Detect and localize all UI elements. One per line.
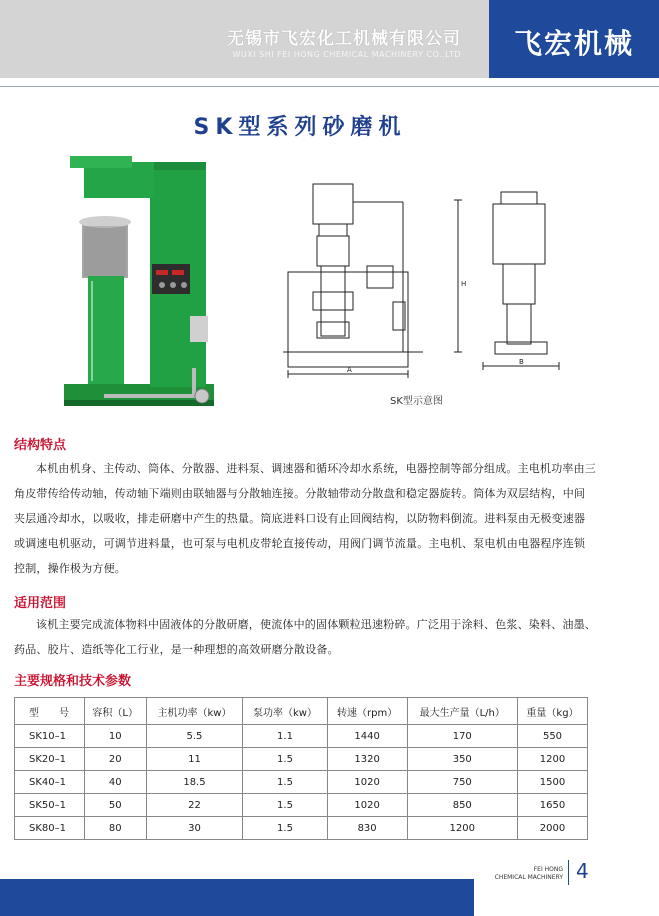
dim-a-label: A [347,366,352,374]
cell-max-output: 170 [407,725,517,748]
cell-volume: 80 [84,817,146,840]
footer-band [0,879,474,916]
cell-model: SK80–1 [15,817,85,840]
header-band [0,0,489,78]
section-text-application: 该机主要完成流体物料中固液体的分散研磨，使流体中的固体颗粒迅速粉碎。广泛用于涂料、色浆、染料、油墨、药品、胶片、造纸等化工行业，是一种理想的高效研磨分散设备。 [14,618,596,656]
cell-model: SK10–1 [15,725,85,748]
footer-en-line1: FEI HONG [533,866,563,873]
page-number: 4 [576,859,589,883]
table-row [15,725,588,748]
mill-body [88,276,124,384]
brand-logo: 飞宏机械 [513,27,634,60]
spec-table [14,697,588,840]
control-panel [152,264,190,294]
table-row [15,748,588,771]
cell-model: SK40–1 [15,771,85,794]
section-heading-specs: 主要规格和技术参数 [14,674,132,689]
company-name-cn: 无锡市飞宏化工机械有限公司 [227,29,461,49]
cell-max-output: 750 [407,771,517,794]
figure-caption: SK型示意图 [390,396,443,407]
cell-speed: 1020 [327,794,407,817]
page-title: SK型系列砂磨机 [193,115,407,140]
cell-weight: 550 [518,725,588,748]
schematic-diagram [283,182,628,392]
cell-volume: 50 [84,794,146,817]
table-header-row [15,698,588,725]
header-rule [0,86,659,87]
cell-main-power: 18.5 [146,771,243,794]
dim-b-label: B [519,358,524,366]
col-speed: 转速（rpm） [327,698,407,725]
cell-speed: 1020 [327,771,407,794]
cell-volume: 10 [84,725,146,748]
footer-divider [568,860,569,885]
footer-company-en [483,866,563,882]
cell-main-power: 30 [146,817,243,840]
col-volume: 容积（L） [84,698,146,725]
cell-speed: 1440 [327,725,407,748]
cell-main-power: 5.5 [146,725,243,748]
col-main-power: 主机功率（kw） [146,698,243,725]
col-weight: 重量（kg） [518,698,588,725]
cell-speed: 830 [327,817,407,840]
cell-pump-power: 1.5 [243,794,327,817]
cell-weight: 1200 [518,748,588,771]
cell-weight: 1650 [518,794,588,817]
cell-main-power: 22 [146,794,243,817]
col-model: 型 号 [15,698,85,725]
cell-pump-power: 1.5 [243,771,327,794]
cell-volume: 40 [84,771,146,794]
cell-max-output: 350 [407,748,517,771]
section-heading-structure: 结构特点 [14,438,67,453]
footer-en-line2: CHEMICAL MACHINERY [494,874,563,881]
cell-max-output: 1200 [407,817,517,840]
cell-main-power: 11 [146,748,243,771]
col-max-output: 最大生产量（L/h） [407,698,517,725]
table-row [15,817,588,840]
table-row [15,794,588,817]
cell-pump-power: 1.5 [243,817,327,840]
brand-block [489,0,659,78]
col-pump-power: 泵功率（kw） [243,698,327,725]
cell-weight: 2000 [518,817,588,840]
cell-model: SK50–1 [15,794,85,817]
cell-speed: 1320 [327,748,407,771]
machine-photo [56,156,226,416]
section-text-structure: 本机由机身、主传动、筒体、分散器、进料泵、调速器和循环冷却水系统，电器控制等部分组成。主电机功率由三角皮带传给传动轴，传动轴下端则由联轴器与分散轴连接。分散轴带动分散盘和稳定器旋转。筒体为双层结构，中间夹层通冷却水，以吸收，排走研磨中产生的热量。筒底进料口设有止回阀结构，以防物料倒流。进料泵由无极变速器或调速电机驱动，可调节进料量，也可泵与电机皮带轮直接传动，用阀门调节流量。主电机、泵电机由电器程序连锁控制，操作极为方便。 [14,462,596,575]
dim-h-label: H [461,280,467,288]
cell-pump-power: 1.5 [243,748,327,771]
cell-weight: 1500 [518,771,588,794]
section-heading-application: 适用范围 [14,596,67,611]
cell-volume: 20 [84,748,146,771]
cell-pump-power: 1.1 [243,725,327,748]
cell-model: SK20–1 [15,748,85,771]
cell-max-output: 850 [407,794,517,817]
company-name-en: WUXI SHI FEI HONG CHEMICAL MACHINERY CO.,LTD [232,50,461,59]
table-row [15,771,588,794]
